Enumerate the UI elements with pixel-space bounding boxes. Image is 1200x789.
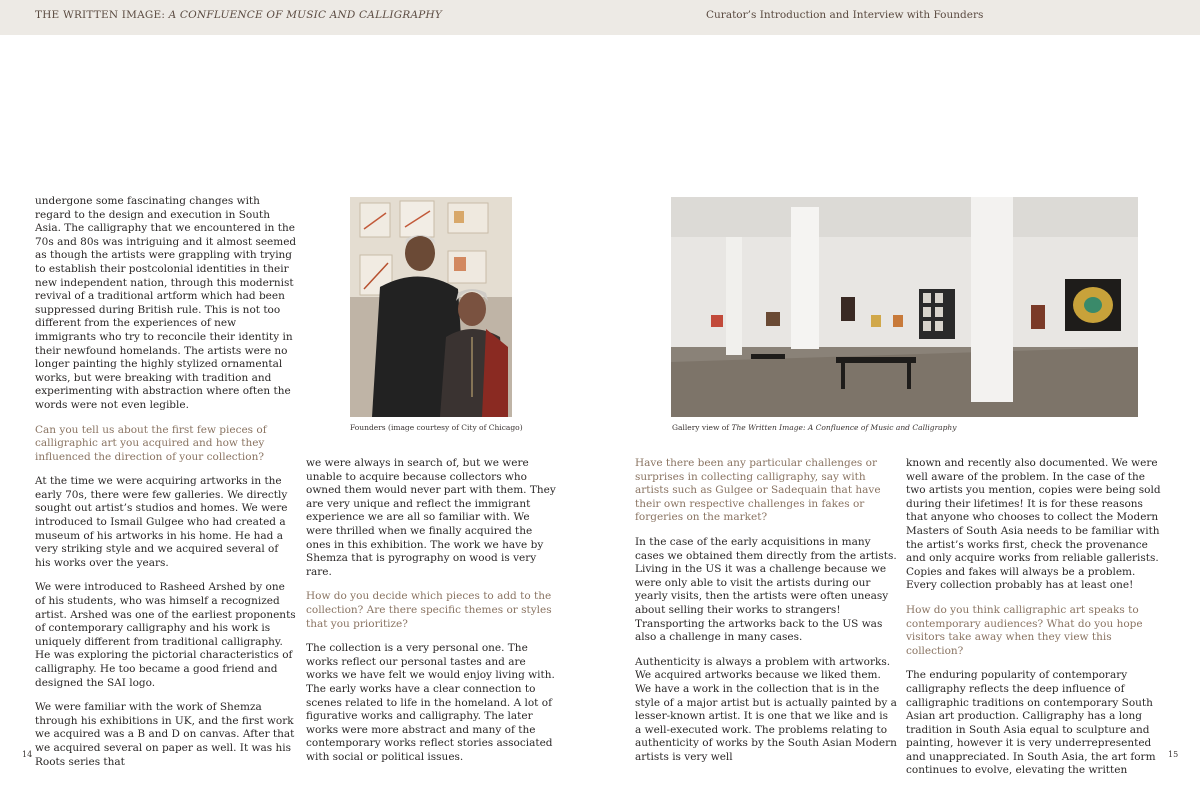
body-paragraph: We were introduced to Rasheed Arshed by one of his students, who was himself a recognized artist. Arshed was one of the earliest proponents of contemporary calligraphy and his work is uniquely different from traditional calligraphy. He was exploring the pictorial characteristics of calligraphy. He too became a good friend and designed the SAI logo. bbox=[35, 581, 296, 689]
body-paragraph: At the time we were acquiring artworks in the early 70s, there were few galleries. We directly sought out artist’s studios and homes. We were introduced to Ismail Gulgee who had created a museum of his artworks in his home. He had a very striking style and we acquired several of his works over the years. bbox=[35, 475, 288, 569]
interview-question: How do you think calligraphic art speaks to contemporary audiences? What do you hope visitors take away when they view this collection? bbox=[906, 603, 1143, 657]
gallery-caption-title: The Written Image: A Confluence of Music and Calligraphy bbox=[731, 423, 957, 432]
interview-question: Can you tell us about the first few pieces of calligraphic art you acquired and how they influenced the direction of your collection? bbox=[35, 423, 267, 463]
header-title-main: THE WRITTEN IMAGE: bbox=[35, 9, 169, 21]
body-paragraph: Authenticity is always a problem with artworks. We acquired artworks because we liked them. We have a work in the collection that is in the style of a major artist but is actually painted by a lesser-known artist. It is one that we like and is a well-executed work. The problems relating to authenticity of works by the South Asian Modern artists is very well bbox=[635, 655, 897, 763]
header-publication-title bbox=[35, 9, 442, 21]
body-paragraph: The collection is a very personal one. The works reflect our personal tastes and are works we have felt we would enjoy living with. The early works have a clear connection to scenes related to life in the homeland. A lot of figurative works and calligraphy. The later works were more abstract and many of the contemporary works reflect stories associated with social or political issues. bbox=[306, 642, 555, 763]
right-page-column-1 bbox=[635, 457, 897, 775]
gallery-photo-caption bbox=[672, 423, 957, 432]
gallery-view-image bbox=[671, 197, 1138, 417]
body-paragraph: In the case of the early acquisitions in many cases we obtained them directly from the artists. Living in the US it was a challenge because we were only able to visit the artists during our yearly visits, then the artists were often uneasy about selling their works to strangers! Transporting the artworks back to the US was also a challenge in many cases. bbox=[635, 535, 897, 644]
page-number-right: 15 bbox=[1168, 750, 1179, 759]
gallery-view-photo bbox=[671, 197, 1138, 417]
running-header bbox=[0, 0, 1200, 35]
interview-question: How do you decide which pieces to add to the collection? Are there specific themes or styles that you prioritize? bbox=[306, 590, 552, 630]
body-paragraph: we were always in search of, but we were unable to acquire because collectors who owned them would never part with them. They are very unique and reflect the immigrant experience we are all so familiar with. We were thrilled when we finally acquired the ones in this exhibition. The work we have by Shemza that is pyrography on wood is very rare. bbox=[306, 457, 556, 578]
header-title-subtitle: A CONFLUENCE OF MUSIC AND CALLIGRAPHY bbox=[168, 9, 442, 21]
left-page-column-2 bbox=[306, 457, 558, 775]
founders-photo-caption: Founders (image courtesy of City of Chicago) bbox=[350, 423, 523, 432]
body-paragraph: undergone some fascinating changes with regard to the design and execution in South Asia. The calligraphy that we encountered in the 70s and 80s was intriguing and it almost seemed as though the artists were grappling with trying to establish their postcolonial identities in their new independent nation, through this modernist revival of a traditional artform which had been suppressed during British rule. This is not too different from the experiences of new immigrants who try to reconcile their identity in their newfound homelands. The artists were no longer painting the highly stylized ornamental works, but were breaking with tradition and experimenting with abstraction where often the words were not even legible. bbox=[35, 195, 297, 411]
left-page-column-1 bbox=[35, 195, 297, 780]
founders-photo-image bbox=[350, 197, 512, 417]
founders-photo bbox=[350, 197, 512, 417]
right-page-column-2 bbox=[906, 457, 1166, 789]
header-section-title: Curator’s Introduction and Interview with Founders bbox=[706, 9, 984, 21]
body-paragraph: We were familiar with the work of Shemza through his exhibitions in UK, and the first work we acquired was a B and D on canvas. After that we acquired several on paper as well. It was his Roots series that bbox=[35, 701, 295, 768]
body-paragraph: known and recently also documented. We were well aware of the problem. In the case of the two artists you mention, copies were being sold during their lifetimes! It is for these reasons that anyone who chooses to collect the Modern Masters of South Asia needs to be familiar with the artist’s works first, check the provenance and only acquire works from reliable gallerists. Copies and fakes will always be a problem. Every collection probably has at least one! bbox=[906, 457, 1161, 592]
page-number-left: 14 bbox=[22, 750, 33, 759]
gallery-caption-prefix: Gallery view of bbox=[672, 423, 732, 432]
body-paragraph: The enduring popularity of contemporary calligraphy reflects the deep influence of calligraphic traditions on contemporary South Asian art production. Calligraphy has a long tradition in South Asia equal to sculpture and painting, however it is very underrepresented and unappreciated. In South Asia, the art form continues to evolve, elevating the written bbox=[906, 669, 1156, 777]
interview-question: Have there been any particular challenges or surprises in collecting calligraphy, say with artists such as Gulgee or Sadequain that have their own respective challenges in fakes or forgeries on the market? bbox=[635, 457, 881, 524]
